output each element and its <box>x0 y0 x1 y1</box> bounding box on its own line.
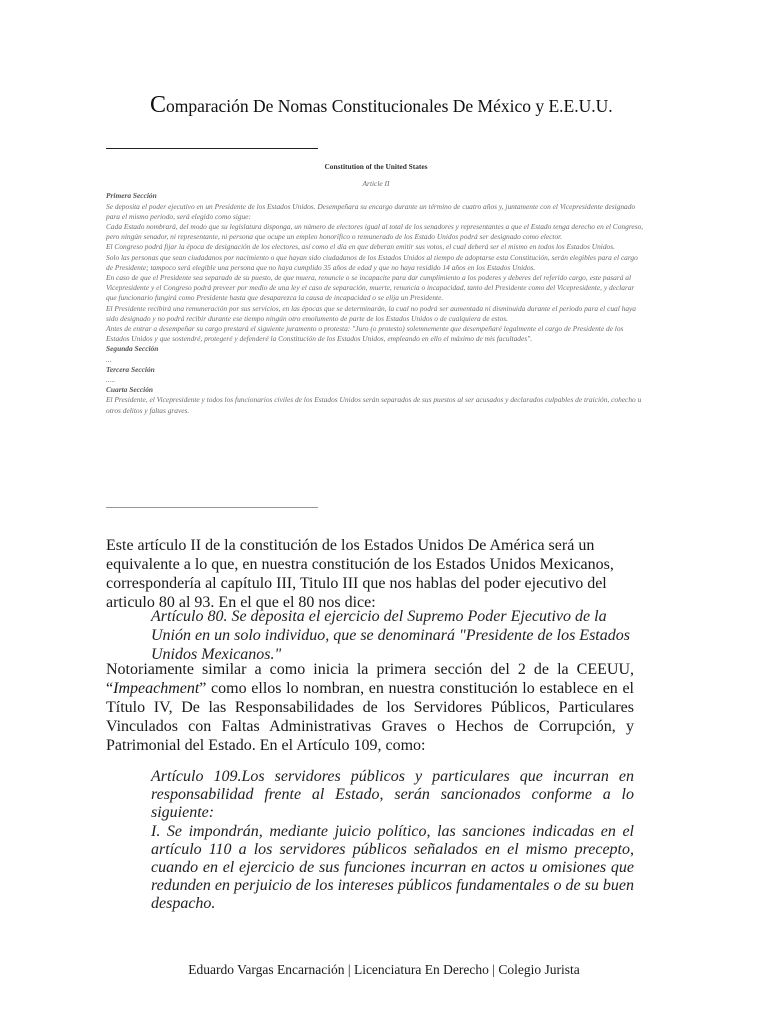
excerpt-paragraph: El Congreso podrá fijar la época de designación de los electores, así como el día en que deberan emitir sus votos, el cual deberá ser el mismo en todos los Estados Unidos. <box>106 242 615 252</box>
excerpt-paragraph: ... <box>106 354 112 364</box>
paragraph-intro-text: Este artículo II de la constitución de los Estados Unidos De América será un equivalente a lo que, en nuestra constitución de los Estados Unidos Mexicanos, correspondería al capítulo III, Titulo III que nos hablas del poder ejecutivo del articulo 80 al 93. En el que el 80 nos dice: <box>106 537 614 611</box>
paragraph-impeachment <box>106 660 634 755</box>
excerpt-article: Article II <box>362 179 390 189</box>
excerpt-section-heading: Cuarta Sección <box>106 385 154 395</box>
p2-after: ” como ellos lo nombran, en nuestra constitución lo establece en el Título IV, De las Responsabilidades de los Servidores Públicos, Particulares Vinculados con Faltas Administrativas Graves o Hechos de Corrupción, y Patrimonial del Estado. En el Artículo 109, como: <box>106 680 634 754</box>
quote-109-line1: Artículo 109.Los servidores públicos y particulares que incurran en responsabilidad frente al Estado, serán sancionados conforme a lo siguiente: <box>151 768 634 822</box>
paragraph-intro <box>106 536 634 612</box>
excerpt-paragraph: Solo las personas que sean ciudadanos por nacimiento o que hayan sido ciudadanos de los Estados Unidos al tiempo de adoptarse esta Constitución, serán elegibles para el cargo de Presidente; tampoco será elegible una persona que no haya cumplido 35 años de edad y que no haya residido 14 años en los Estados Unidos. <box>106 252 638 272</box>
excerpt-sections <box>106 191 646 415</box>
title-rest: omparación De Nomas Constitucionales De México y E.E.U.U. <box>166 96 613 116</box>
page-title <box>150 92 710 119</box>
divider-bottom <box>106 507 318 508</box>
page-footer: Eduardo Vargas Encarnación | Licenciatura En Derecho | Colegio Jurista <box>188 962 580 977</box>
excerpt-heading: Constitution of the United States <box>324 162 428 171</box>
constitution-excerpt <box>106 162 646 416</box>
quote-article-80: Artículo 80. Se deposita el ejercicio del Supremo Poder Ejecutivo de la Unión en un solo individuo, que se denominará "Presidente de los Estados Unidos Mexicanos." <box>151 608 630 663</box>
excerpt-paragraph: El Presidente, el Vicepresidente y todos los funcionarios civiles de los Estados Unidos serán separados de sus puestos al ser acusados y declarados culpables de traición, cohecho u otros delitos y faltas graves. <box>106 395 642 415</box>
excerpt-paragraph: ..... <box>106 375 116 385</box>
quote-109-line2: I. Se impondrán, mediante juicio político, las sanciones indicadas en el artículo 110 a los servidores públicos señalados en el mismo precepto, cuando en el ejercicio de sus funciones incurran en actos u omisiones que redunden en perjuicio de los intereses públicos fundamentales o de su buen despacho. <box>151 822 634 913</box>
excerpt-paragraph: Antes de entrar a desempeñar su cargo prestará el siguiente juramento o protesta: "Juro (o protesto) solemnemente que desempeñaré legalmente el cargo de Presidente de los Estados Unidos y que sostendré, protegeré y defenderé la Constitución de los Estados Unidos, empleando en ello el máximo de mis facultades". <box>106 324 624 344</box>
excerpt-paragraph: El Presidente recibirá una remuneración por sus servicios, en las épocas que se determinarán, la cual no podrá ser aumentada ni disminuida durante el periodo para el cual haya sido designado y no podrá recibir durante ese tiempo ningún otro emolumento de parte de los Estados Unidos o de cualquiera de estos. <box>106 303 637 323</box>
excerpt-section-heading: Tercera Sección <box>106 364 155 374</box>
divider-top <box>106 148 318 149</box>
quote-article-109 <box>151 768 634 914</box>
excerpt-paragraph: En caso de que el Presidente sea separado de su puesto, de que muera, renuncie o se incapacite para dar cumplimiento a los poderes y deberes del referido cargo, este pasará al Vicepresidente y el Congreso podrá preveer por medio de una ley el caso de separación, muerte, renuncia o incapacidad, tanto del Presidente como del Vicepresidente, y declarar que funcionario fungirá como Presidente hasta que desaparezca la causa de incapacidad o se elija un Presidente. <box>106 273 635 303</box>
title-initial: C <box>150 92 167 118</box>
excerpt-section-heading: Primera Sección <box>106 191 157 201</box>
p2-emphasis: Impeachment <box>113 680 200 697</box>
excerpt-paragraph: Cada Estado nombrará, del modo que su legislatura disponga, un número de electores igual al total de los senadores y representantes a que el Estado tenga derecho en el Congreso, pero ningún senador, ni representante, ni persona que ocupe un empleo honorífico o remunerado de los Estado Unidos podrá ser designado como elector. <box>106 222 644 242</box>
p2-before: Notoriamente similar a como inicia la primera sección del 2 de la CEEUU, “ <box>106 661 634 697</box>
excerpt-section-heading: Segunda Sección <box>106 344 159 354</box>
excerpt-paragraph: Se deposita el poder ejecutivo en un Presidente de los Estados Unidos. Desempeñara su encargo durante un término de cuatro años y, juntamente con el Vicepresidente designado para el mismo periodo, será elegido como sigue: <box>106 201 636 221</box>
